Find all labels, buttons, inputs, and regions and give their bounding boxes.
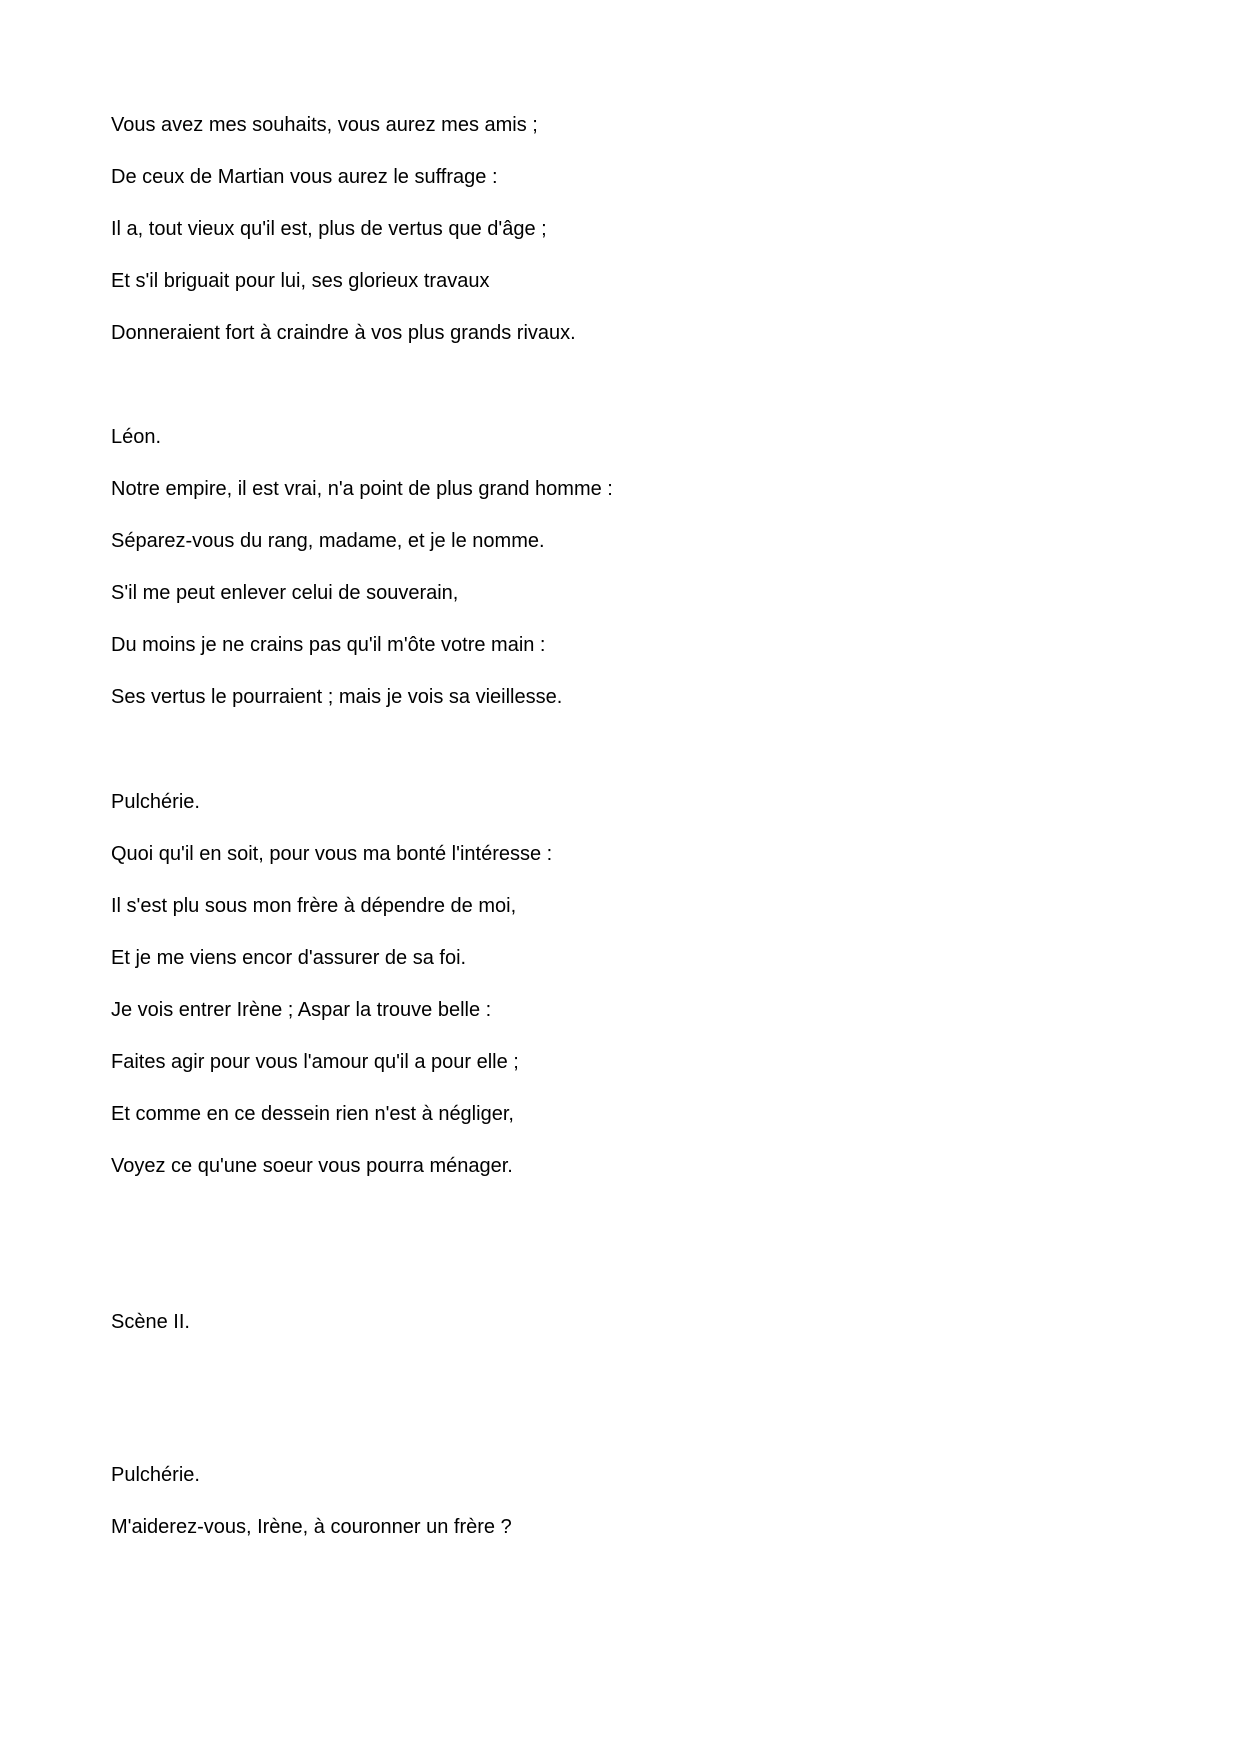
verse-line: Il a, tout vieux qu'il est, plus de vertus que d'âge ; (111, 218, 547, 240)
verse-line: Et comme en ce dessein rien n'est à négliger, (111, 1103, 514, 1125)
verse-line: Ses vertus le pourraient ; mais je vois sa vieillesse. (111, 686, 563, 708)
verse-line: S'il me peut enlever celui de souverain, (111, 582, 459, 604)
verse-line: Du moins je ne crains pas qu'il m'ôte votre main : (111, 634, 546, 656)
verse-line: Séparez-vous du rang, madame, et je le nomme. (111, 530, 545, 552)
speaker-name: Pulchérie. (111, 1464, 200, 1486)
verse-line: Je vois entrer Irène ; Aspar la trouve belle : (111, 999, 492, 1021)
speaker-name: Pulchérie. (111, 791, 200, 813)
verse-line: M'aiderez-vous, Irène, à couronner un frère ? (111, 1516, 512, 1538)
verse-line: Vous avez mes souhaits, vous aurez mes amis ; (111, 114, 538, 136)
verse-line: Notre empire, il est vrai, n'a point de plus grand homme : (111, 478, 613, 500)
verse-line: Il s'est plu sous mon frère à dépendre de moi, (111, 895, 517, 917)
scene-heading: Scène II. (111, 1311, 190, 1333)
verse-line: Faites agir pour vous l'amour qu'il a pour elle ; (111, 1051, 519, 1073)
verse-line: De ceux de Martian vous aurez le suffrage : (111, 166, 498, 188)
verse-line: Quoi qu'il en soit, pour vous ma bonté l'intéresse : (111, 843, 553, 865)
speaker-name: Léon. (111, 426, 162, 448)
verse-line: Et s'il briguait pour lui, ses glorieux travaux (111, 270, 490, 292)
verse-line: Donneraient fort à craindre à vos plus grands rivaux. (111, 322, 576, 344)
verse-line: Et je me viens encor d'assurer de sa foi. (111, 947, 467, 969)
verse-line: Voyez ce qu'une soeur vous pourra ménager. (111, 1155, 513, 1177)
